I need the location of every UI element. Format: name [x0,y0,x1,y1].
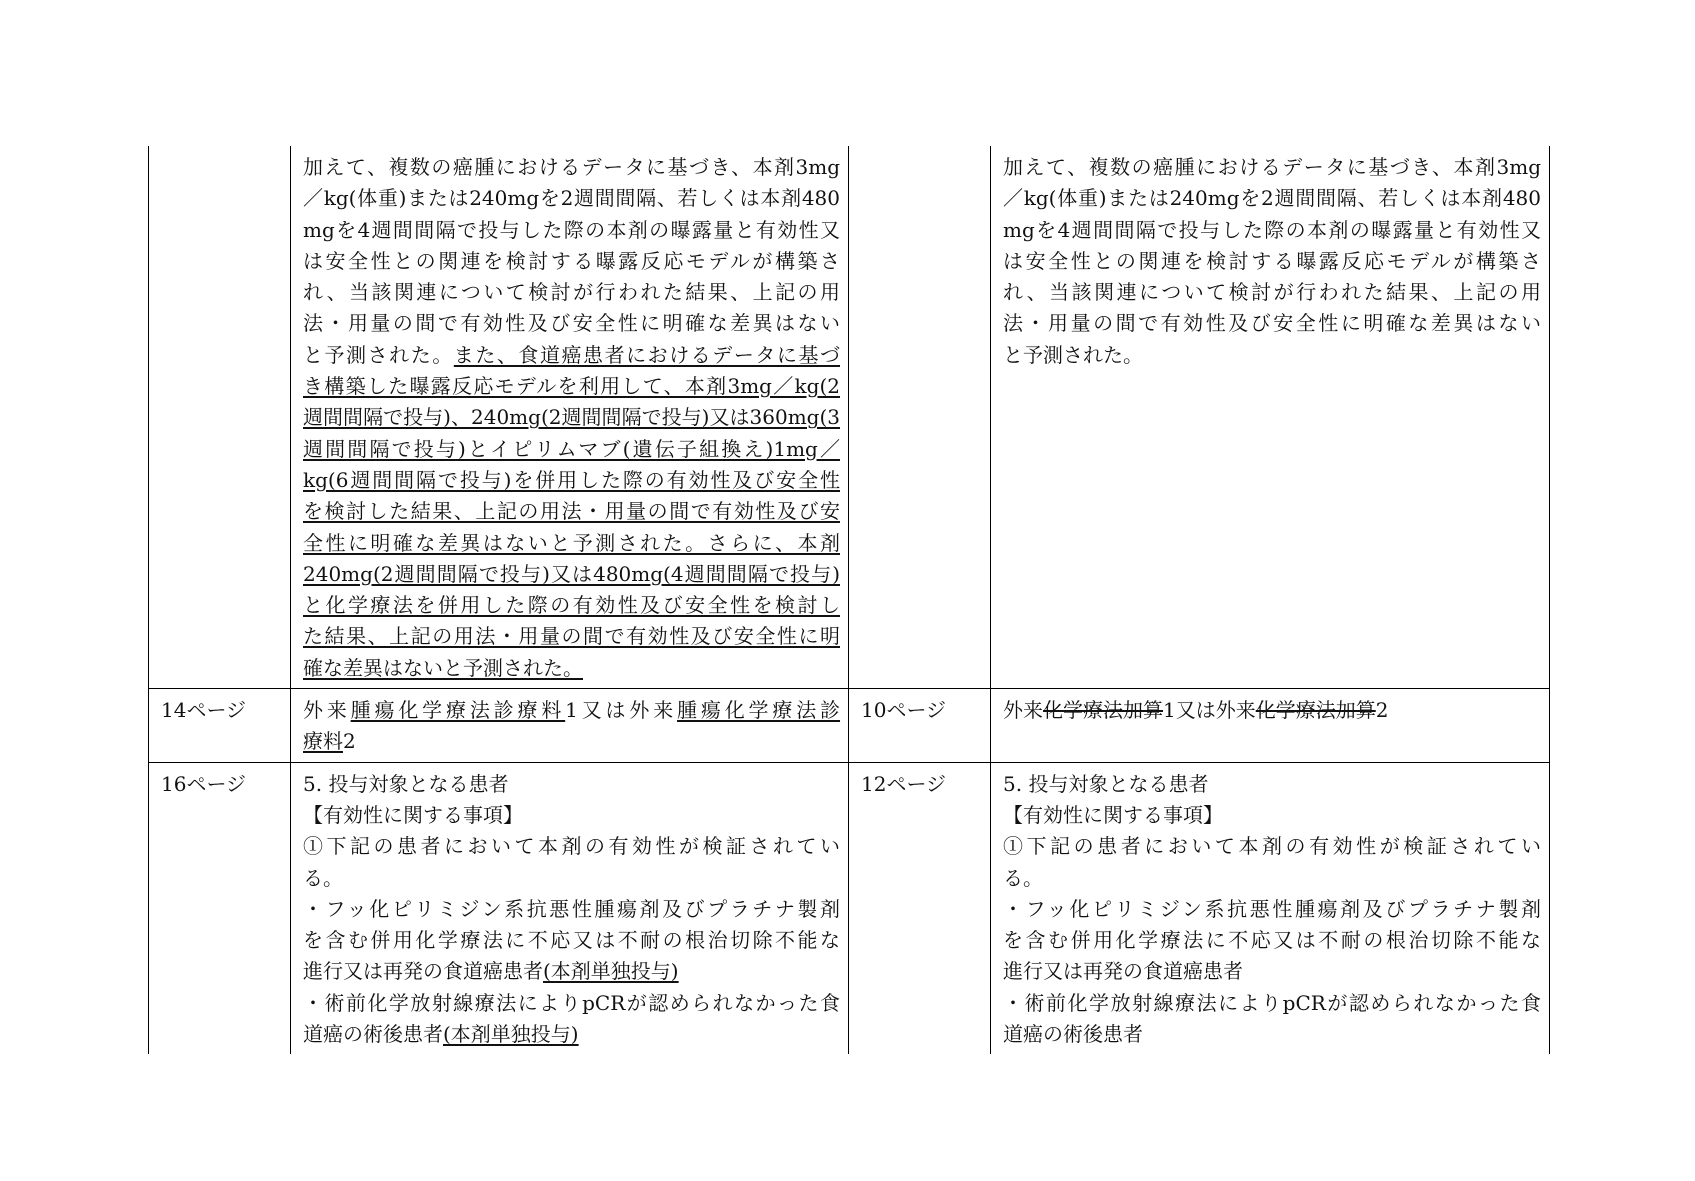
table-row [149,689,1550,763]
text-segment: 外来 [303,698,351,723]
text-line [1003,183,1541,214]
added-text: 腫瘍化学療法診療料 [350,698,566,723]
revised-page-cell [149,762,291,1054]
text-line [303,465,840,496]
text-line [303,246,840,277]
added-text: を検討した結果、上記の用法・用量の間で有効性及び安 [303,499,840,524]
text-segment: る。 [1003,865,1043,890]
text-segment: 5. 投与対象となる患者 [303,771,509,796]
text-line [303,183,840,214]
added-text: 240mg(2週間間隔で投与)又は480mg(4週間間隔で投与) [303,561,840,586]
original-page-cell [849,762,991,1054]
original-text-cell [991,762,1550,1054]
page-reference: 16ページ [161,771,247,796]
table-body [149,146,1550,1054]
text-line [303,402,840,433]
text-line [303,956,840,987]
revised-page-cell [149,146,291,689]
text-line [303,769,840,800]
text-segment: 2 [1375,698,1389,723]
text-segment: 法・用量の間で有効性及び安全性に明確な差異はない [1003,311,1541,336]
text-segment: 道癌の術後患者 [1003,1022,1143,1047]
text-segment: 1又は外来 [1163,698,1256,723]
text-line [303,726,840,757]
text-line [1003,988,1541,1019]
text-segment: と予測された。 [1003,342,1143,367]
text-line [1003,831,1541,862]
revised-text-cell [291,689,849,763]
text-line [303,831,840,862]
text-line [303,496,840,527]
text-segment: 加えて、複数の癌腫におけるデータに基づき、本剤3mg [303,155,840,179]
text-segment: 【有効性に関する事項】 [303,802,523,827]
added-text: た結果、上記の用法・用量の間で有効性及び安全性に明 [303,624,840,649]
text-line [303,340,840,371]
text-segment: を含む併用化学療法に不応又は不耐の根治切除不能な [1003,928,1541,953]
text-segment: mgを4週間間隔で投与した際の本剤の曝露量と有効性又 [1003,217,1541,242]
added-text: (本剤単独投与) [543,959,679,984]
page-reference: 12ページ [861,771,947,796]
added-text: また、食道癌患者におけるデータに基づ [453,342,841,367]
text-segment: ／kg(体重)または240mgを2週間間隔、若しくは本剤480 [303,186,840,211]
text-segment: 加えて、複数の癌腫におけるデータに基づき、本剤3mg [1003,155,1541,179]
text-line [1003,800,1541,831]
table-row [149,762,1550,1054]
text-line [1003,894,1541,925]
added-text: kg(6週間間隔で投与)を併用した際の有効性及び安全性 [303,467,840,492]
text-line [303,434,840,465]
text-segment: を含む併用化学療法に不応又は不耐の根治切除不能な [303,928,840,953]
text-line [1003,769,1541,800]
original-text-cell [991,146,1550,689]
text-segment: れ、当該関連について検討が行われた結果、上記の用 [303,280,840,305]
added-text: 腫瘍化学療法診 [677,698,841,723]
page-reference: 14ページ [161,698,247,723]
text-line [303,559,840,590]
added-text: 週間間隔で投与)、240mg(2週間間隔で投与)又は360mg(3 [303,405,840,430]
text-segment: 進行又は再発の食道癌患者 [303,959,543,984]
text-segment: mgを4週間間隔で投与した際の本剤の曝露量と有効性又 [303,217,840,242]
deleted-text: 化学療法加算 [1255,698,1376,723]
text-segment: 1又は外来 [565,698,678,723]
added-text: 週間間隔で投与)とイピリムマブ(遺伝子組換え)1mg／ [303,436,840,461]
text-line [303,988,840,1019]
text-segment: 【有効性に関する事項】 [1003,802,1223,827]
text-line [1003,215,1541,246]
text-segment: 法・用量の間で有効性及び安全性に明確な差異はない [303,311,840,336]
text-segment: ・フッ化ピリミジン系抗悪性腫瘍剤及びプラチナ製剤 [1003,896,1541,921]
text-line [1003,152,1541,183]
added-text: と化学療法を併用した際の有効性及び安全性を検討し [303,593,840,618]
text-segment: ／kg(体重)または240mgを2週間間隔、若しくは本剤480 [1003,186,1541,211]
text-line [1003,1019,1541,1050]
added-text: (本剤単独投与) [443,1022,579,1047]
text-line [303,894,840,925]
revised-text-cell [291,762,849,1054]
text-line [303,653,840,684]
text-segment: は安全性との関連を検討する曝露反応モデルが構築さ [1003,248,1541,273]
text-segment: 進行又は再発の食道癌患者 [1003,959,1243,984]
text-segment: 2 [343,729,356,754]
text-segment: ・術前化学放射線療法によりpCRが認められなかった食 [303,990,840,1015]
text-segment: ①下記の患者において本剤の有効性が検証されてい [1003,834,1541,859]
added-text: き構築した曝露反応モデルを利用して、本剤3mg／kg(2 [303,374,840,399]
original-text-cell [991,689,1550,763]
revised-page-cell [149,689,291,763]
text-segment: ①下記の患者において本剤の有効性が検証されてい [303,834,840,859]
comparison-table [148,146,1550,1054]
table-row [149,146,1550,689]
added-text: 全性に明確な差異はないと予測された。さらに、本剤 [303,530,840,555]
text-line [303,215,840,246]
text-segment: れ、当該関連について検討が行われた結果、上記の用 [1003,280,1541,305]
text-line [303,590,840,621]
text-segment: は安全性との関連を検討する曝露反応モデルが構築さ [303,248,840,273]
original-page-cell [849,689,991,763]
text-line [303,800,840,831]
text-segment: 道癌の術後患者 [303,1022,443,1047]
text-line [1003,863,1541,894]
text-line [1003,308,1541,339]
text-line [1003,695,1541,726]
text-segment: と予測された。 [303,342,454,367]
text-line [303,371,840,402]
text-line [303,152,840,183]
original-page-cell [849,146,991,689]
text-segment: ・術前化学放射線療法によりpCRが認められなかった食 [1003,990,1541,1015]
text-line [1003,925,1541,956]
text-line [1003,246,1541,277]
added-text: 療料 [303,729,343,754]
revised-text-cell [291,146,849,689]
page-reference: 10ページ [861,698,947,723]
deleted-text: 化学療法加算 [1043,698,1163,723]
text-line [303,277,840,308]
text-line [1003,277,1541,308]
text-line [303,863,840,894]
text-line [1003,956,1541,987]
text-segment: る。 [303,865,343,890]
text-line [1003,340,1541,371]
text-line [303,308,840,339]
text-segment: 5. 投与対象となる患者 [1003,771,1209,796]
added-text: 確な差異はないと予測された。 [303,655,583,680]
text-line [303,695,840,726]
text-segment: 外来 [1003,698,1043,723]
text-line [303,1019,840,1050]
text-line [303,528,840,559]
text-line [303,925,840,956]
text-line [303,621,840,652]
text-segment: ・フッ化ピリミジン系抗悪性腫瘍剤及びプラチナ製剤 [303,896,840,921]
